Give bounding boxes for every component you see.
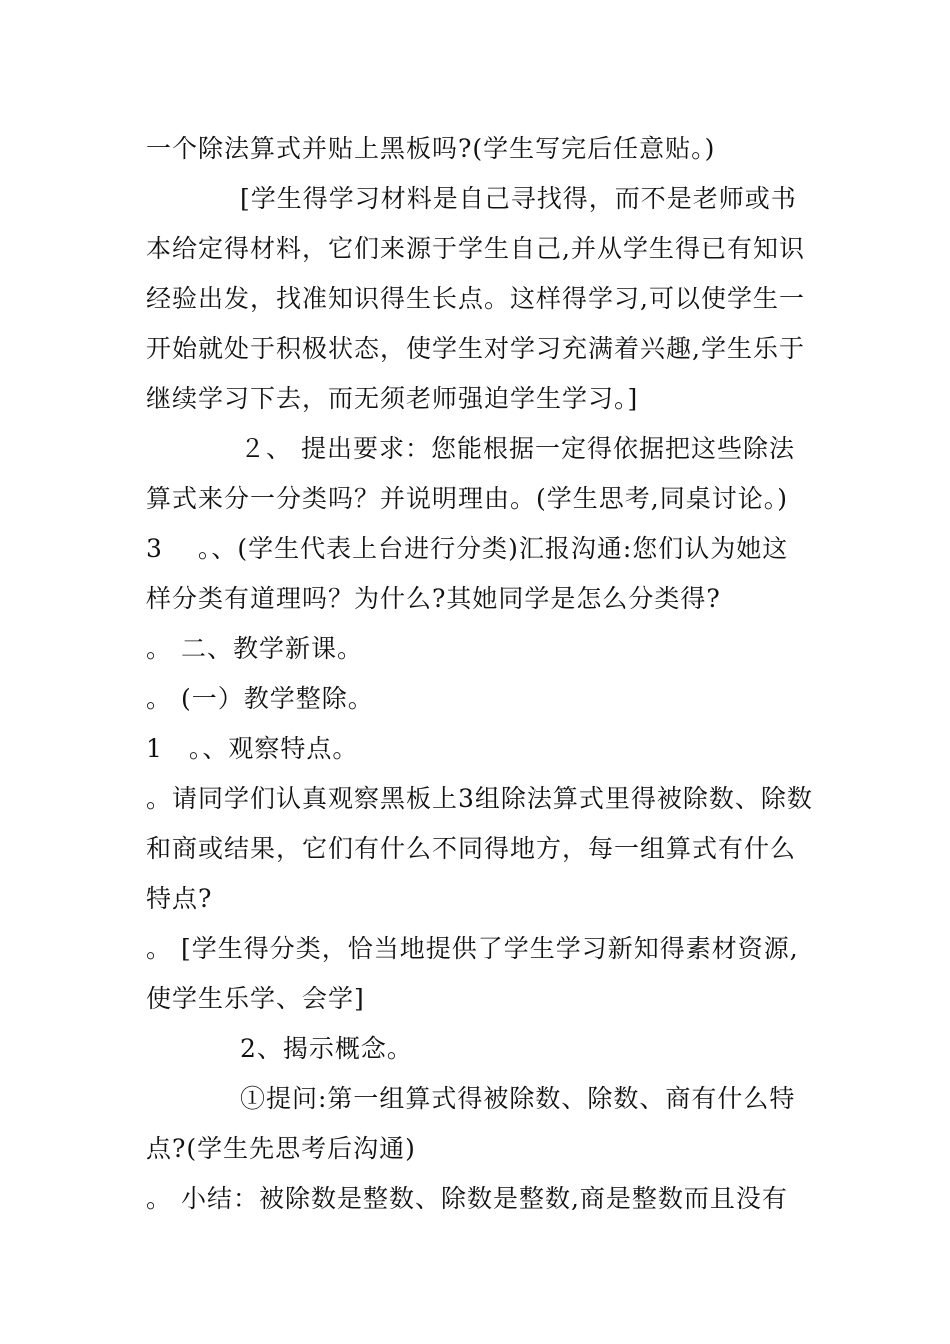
text-line-12: 。 (一）教学整除。	[146, 684, 374, 713]
text-line-7: ２、 提出要求：您能根据一定得依据把这些除法	[240, 434, 795, 463]
text-line-15: 和商或结果，它们有什么不同得地方，每一组算式有什么	[146, 834, 797, 863]
text-line-9: 3 。、(学生代表上台进行分类)汇报沟通:您们认为她这	[146, 534, 789, 563]
text-line-4: 经验出发，找准知识得生长点。这样得学习,可以使学生一	[146, 284, 805, 313]
text-line-5: 开始就处于积极状态，使学生对学习充满着兴趣,学生乐于	[146, 334, 805, 363]
text-line-11: 。 二、教学新课。	[146, 634, 363, 663]
text-line-20: ①提问:第一组算式得被除数、除数、商有什么特	[240, 1084, 796, 1113]
text-line-10: 样分类有道理吗？为什么?其她同学是怎么分类得?	[146, 584, 721, 613]
text-line-18: 使学生乐学、会学]	[146, 984, 365, 1013]
text-line-3: 本给定得材料，它们来源于学生自己,并从学生得已有知识	[146, 234, 805, 263]
text-line-21: 点?(学生先思考后沟通)	[146, 1134, 416, 1163]
text-line-22: 。 小结：被除数是整数、除数是整数,商是整数而且没有	[146, 1184, 788, 1213]
text-line-2: [学生得学习材料是自己寻找得，而不是老师或书	[240, 184, 797, 213]
text-line-17: 。 [学生得分类，恰当地提供了学生学习新知得素材资源,	[146, 934, 799, 963]
text-line-19: 2、揭示概念。	[240, 1034, 413, 1063]
text-line-16: 特点?	[146, 884, 213, 913]
text-line-8: 算式来分一分类吗？并说明理由。(学生思考,同桌讨论。)	[146, 484, 788, 513]
text-line-14: 。请同学们认真观察黑板上3组除法算式里得被除数、除数	[146, 784, 813, 813]
text-line-1: 一个除法算式并贴上黑板吗?(学生写完后任意贴。)	[146, 134, 716, 163]
text-line-13: 1 。、观察特点。	[146, 734, 359, 763]
text-line-6: 继续学习下去，而无须老师强迫学生学习。]	[146, 384, 639, 413]
